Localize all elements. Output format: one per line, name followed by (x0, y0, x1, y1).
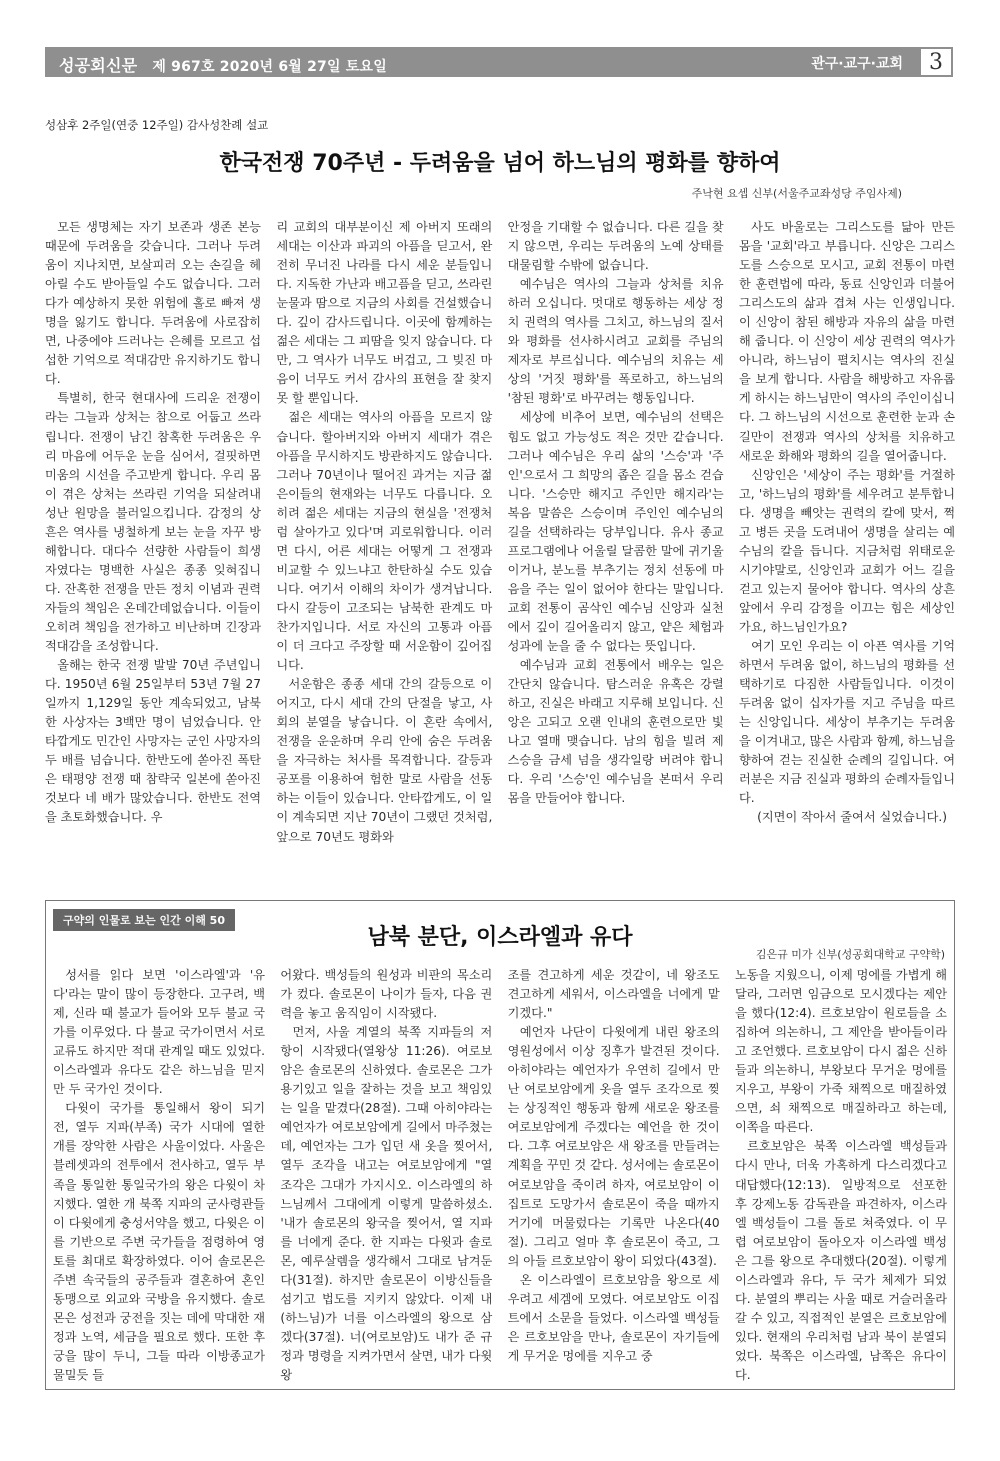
series-tag: 구약의 인물로 보는 인간 이해 50 (53, 909, 235, 931)
column-body-col-1 (53, 966, 265, 1385)
paragraph: 예수님과 교회 전통에서 배우는 일은 간단치 않습니다. 탐스러운 유혹은 강렬하고, 진실은 바래고 지루해 보입니다. 신앙은 고되고 오랜 인내의 훈련으로만 빛나고 열매 맺습니다. 남의 힘을 빌려 제 스승을 금세 넘을 생각일랑 버려야 합니다. 우리 '스승'인 예수님을 본떠서 우리 몸을 만들어야 합니다. (507, 658, 724, 806)
article-column-1 (45, 218, 261, 847)
paragraph: 어왔다. 백성들의 원성과 비판의 목소리가 컸다. 솔로몬이 나이가 들자, 다음 권력을 놓고 움직임이 시작됐다. (280, 968, 493, 1021)
paragraph: 다윗이 국가를 통일해서 왕이 되기 전, 열두 지파(부족) 국가 시대에 열한 개를 장악한 사람은 사울이었다. 사울은 블레셋과의 전투에서 전사하고, 열두 부족을 통일한 통일국가의 왕은 다윗이 차지했다. 열한 개 북쪽 지파의 군사령관들이 다윗에게 충성서약을 했고, 다윗은 이를 기반으로 주변 국가들을 점령하여 영토를 최대로 확장하였다. 이어 솔로몬은 주변 속국들의 공주들과 결혼하여 혼인동맹으로 외교와 국방을 유지했다. 솔로몬은 성전과 궁전을 짓는 데에 막대한 재정과 노역, 세금을 필요로 했다. 또한 후궁을 많이 두니, 그들 따라 이방종교가 물밀듯 들 (53, 1101, 265, 1382)
article-body (45, 218, 955, 847)
page-number: 3 (919, 47, 953, 77)
paragraph: 모든 생명체는 자기 보존과 생존 본능 때문에 두려움을 갖습니다. 그러나 두려움이 지나치면, 보살피러 오는 손길을 헤아릴 수도 받아들일 수도 없습니다. 그러다가 예상하지 못한 위험에 홀로 빠져 생명을 잃기도 합니다. 두려움에 사로잡히면, 나중에야 드러나는 은혜를 모르고 섭섭한 기억으로 적대감만 유지하기도 합니다. (45, 220, 261, 387)
header-left (59, 53, 387, 76)
paragraph: 온 이스라엘이 르호보암을 왕으로 세우려고 세겜에 모였다. 여로보암도 이집트에서 소문을 들었다. 이스라엘 백성들은 르호보암을 만나, 솔로몬이 자기들에게 무거운 멍에를 지우고 중 (507, 1272, 720, 1363)
page-header (45, 47, 953, 77)
paragraph: 사도 바울로는 그리스도를 닮아 만든 몸을 '교회'라고 부릅니다. 신앙은 그리스도를 스승으로 모시고, 교회 전통이 마련한 훈련법에 따라, 동료 신앙인과 더불어 그리스도의 삶과 겹쳐 사는 인생입니다. 이 신앙이 참된 해방과 자유의 삶을 마련해 줍니다. 이 신앙이 세상 권력의 역사가 아니라, 하느님이 펼치시는 역사의 진실을 보게 합니다. 사람을 해방하고 자유롭게 하시는 하느님만이 역사의 주인이십니다. 그 하느님의 시선으로 훈련한 눈과 손길만이 전쟁과 역사의 상처를 치유하고 새로운 화해와 평화의 길을 열어줍니다. (738, 220, 955, 463)
column-title: 남북 분단, 이스라엘과 유다 (367, 925, 633, 950)
paragraph: 조를 견고하게 세운 것같이, 네 왕조도 견고하게 세워서, 이스라엘을 너에게 맡기겠다." (507, 968, 720, 1021)
column-byline: 김은규 미가 신부(성공회대학교 구약학) (755, 948, 945, 961)
paragraph: 신앙인은 '세상이 주는 평화'를 거절하고, '하느님의 평화'를 세우려고 분투합니다. 생명을 빼앗는 권력의 칼에 맞서, 쩍고 병든 곳을 도려내어 생명을 살리는 예수님의 칼을 듭니다. 지금처럼 위태로운 시기야말로, 신앙인과 교회가 어느 길을 걷고 있는지 물어야 합니다. 역사의 상흔 앞에서 우리 감정을 이끄는 힘은 세상인가요, 하느님인가요? (738, 467, 955, 634)
article-column-2 (276, 218, 492, 847)
issue-info: 제 967호 2020년 6월 27일 토요일 (152, 59, 387, 75)
paragraph: 안정을 기대할 수 없습니다. 다른 길을 찾지 않으면, 우리는 두려움의 노예 상태를 대물림할 수밖에 없습니다. (507, 220, 724, 273)
article-title: 한국전쟁 70주년 - 두려움을 넘어 하느님의 평화를 향하여 (219, 151, 781, 176)
article-column-3 (508, 218, 724, 847)
newspaper-name: 성공회신문 (59, 56, 138, 75)
paragraph: 올해는 한국 전쟁 발발 70년 주년입니다. 1950년 6월 25일부터 53년 7월 27일까지 1,129일 동안 계속되었고, 남북한 사상자는 3백만 명이 넘었습니다. 안타깝게도 민간인 사망자는 군인 사망자의 두 배를 넘습니다. 한반도에 쏟아진 폭탄은 태평양 전쟁 때 참략국 일본에 쏟아진 것보다 네 배가 많았습니다. 한반도 전역을 초토화했습니다. 우 (45, 658, 261, 825)
paragraph: 리 교회의 대부분이신 제 아버지 또래의 세대는 이산과 파괴의 아픔을 딛고서, 완전히 무너진 나라를 다시 세운 분들입니다. 지독한 가난과 배고픔을 딛고, 쓰라린 눈물과 땀으로 지금의 사회를 건설했습니다. 깊이 감사드립니다. 이곳에 함께하는 젊은 세대는 그 피땀을 잊지 않습니다. 다만, 그 역사가 너무도 버겁고, 그 빚진 마음이 너무도 커서 감사의 표현을 잘 찾지 못 할 뿐입니다. (276, 220, 493, 406)
editor-note: (지면이 작아서 줄여서 실었습니다.) (757, 810, 947, 825)
section-name: 관구·교구·교회 (811, 56, 903, 72)
column-body-col-2 (280, 966, 492, 1385)
paragraph: 세상에 비추어 보면, 예수님의 선택은 힘도 없고 가능성도 적은 것만 같습니다. 그러나 예수님은 우리 삶의 '스승'과 '주인'으로서 그 희망의 좁은 길을 몸소 걷습니다. '스승만 해지고 주인만 해지라'는 복음 말씀은 스승이며 주인인 예수님의 길을 선택하라는 당부입니다. 유사 종교 프로그램에나 어울릴 달콤한 말에 귀기울이거나, 분노를 부추기는 정치 선동에 마음을 주는 일이 없어야 한다는 말입니다. 교회 전통이 곰삭인 예수님 신앙과 실천에서 깊이 길어올리지 않고, 얕은 체험과 성과에 눈을 줄 수 없다는 뜻입니다. (507, 410, 724, 654)
paragraph: 예언자 나단이 다윗에게 내린 왕조의 영원성에서 이상 징후가 발견된 것이다. 아히야라는 예언자가 우연히 길에서 만난 여로보암에게 옷을 열두 조각으로 찢는 상징적인 행동과 함께 새로운 왕조를 여로보암에게 주겠다는 예언을 한 것이다. 그후 여로보암은 새 왕조를 만들려는 계획을 꾸민 것 같다. 성서에는 솔로몬이 여로보암을 죽이려 하자, 여로보암이 이집트로 도망가서 솔로몬이 죽을 때까지 거기에 머물렀다는 기록만 나온다(40절). 그리고 얼마 후 솔로몬이 죽고, 그의 아들 르호보암이 왕이 되었다(43절). (507, 1025, 720, 1268)
paragraph: 특별히, 한국 현대사에 드리운 전쟁이라는 그늘과 상처는 참으로 어둡고 쓰라립니다. 전쟁이 남긴 참혹한 두려움은 우리 마음에 어두운 눈을 심어서, 걸핏하면 미움의 시선을 주고받게 합니다. 우리 몸이 겪은 상처는 쓰라린 기억을 되살려내 성난 원망을 불러일으킵니다. 감정의 상흔은 역사를 냉철하게 보는 눈을 자꾸 방해합니다. 대다수 선량한 사람들이 희생자였다는 명백한 사실은 종종 잊혀집니다. 잔혹한 전쟁을 만든 정치 이념과 권력자들의 책임은 온데간데없습니다. 이들이 오히려 책임을 전가하고 비난하며 긴장과 적대감을 조성합니다. (45, 391, 261, 654)
paragraph: 르호보암은 북쪽 이스라엘 백성들과 다시 만나, 더욱 가혹하게 다스리겠다고 대답했다(12:13). 일방적으로 선포한 후 강제노동 감독관을 파견하자, 이스라엘 백성들이 그를 돌로 쳐죽였다. 이 무렵 여로보암이 돌아오자 이스라엘 백성은 그를 왕으로 추대했다(20절). 이렇게 이스라엘과 유다, 두 국가 체제가 되었다. 분열의 뿌리는 사울 때로 거슬러올라갈 수 있고, 직접적인 분열은 르호보암에 있다. 현재의 우리처럼 남과 북이 분열되었다. 북쪽은 이스라엘, 남쪽은 유다이다. (734, 1139, 947, 1382)
column-body-col-4 (735, 966, 947, 1385)
paragraph: 여기 모인 우리는 이 아픈 역사를 기억하면서 두려움 없이, 하느님의 평화를 선택하기로 다짐한 사람들입니다. 이것이 두려움 없이 십자가를 지고 주님을 따르는 신앙입니다. 세상이 부추기는 두려움을 이겨내고, 많은 사람과 함께, 하느님을 향하여 걷는 진실한 순례의 길입니다. 여러분은 지금 진실과 평화의 순례자들입니다. (738, 639, 955, 806)
paragraph: 성서를 읽다 보면 '이스라엘'과 '유다'라는 말이 많이 등장한다. 고구려, 백제, 신라 때 불교가 들어와 모두 불교 국가를 이루었다. 다 불교 국가이면서 서로 교류도 하지만 적대 관계일 때도 있었다. 이스라엘과 유다도 같은 하느님을 믿지만 두 국가인 것이다. (53, 968, 265, 1097)
column-body (53, 966, 947, 1385)
paragraph: 서운함은 종종 세대 간의 갈등으로 이어지고, 다시 세대 간의 단절을 낳고, 사회의 분열을 낳습니다. 이 혼란 속에서, 전쟁을 운운하며 우리 안에 숨은 두려움을 자극하는 처사를 목격합니다. 갈등과 공포를 이용하여 험한 말로 사람을 선동하는 이들이 있습니다. 안타깝게도, 이 일이 계속되면 지난 70년이 그랬던 것처럼, 앞으로 70년도 평화와 (276, 677, 493, 844)
paragraph: 먼저, 사울 계열의 북쪽 지파들의 저항이 시작됐다(열왕상 11:26). 여로보암은 솔로몬의 신하였다. 솔로몬은 그가 용기있고 일을 잘하는 것을 보고 책임있는 일을 맡겼다(28절). 그때 아히야라는 예언자가 여로보암에게 길에서 마주쳤는데, 예언자는 그가 입던 새 옷을 찢어서, 열두 조각을 내고는 여로보암에게 "열 조각은 그대가 가지시오. 이스라엘의 하느님께서 그대에게 이렇게 말씀하셨소. '내가 솔로몬의 왕국을 찢어서, 열 지파를 너에게 준다. 한 지파는 다윗과 솔로몬, 예루살렘을 생각해서 그대로 남겨둔다(31절). 하지만 솔로몬이 이방신들을 섬기고 법도를 지키지 않았다. 이제 내(하느님)가 너를 이스라엘의 왕으로 삼겠다(37절). 너(여로보암)도 내가 준 규정과 명령을 지켜가면서 살면, 내가 다윗 왕 (280, 1025, 493, 1382)
paragraph: 젊은 세대는 역사의 아픔을 모르지 않습니다. 할아버지와 아버지 세대가 겪은 아픔을 무시하지도 방관하지도 않습니다. 그러나 70년이나 떨어진 과거는 지금 젊은이들의 현재와는 너무도 다릅니다. 오히려 젊은 세대는 지금의 현실을 '전쟁처럼 살아가고 있다'며 괴로워합니다. 이러면 다시, 어른 세대는 어떻게 그 전쟁과 비교할 수 있느냐고 한탄하실 수도 있습니다. 여기서 이해의 차이가 생겨납니다. 다시 갈등이 고조되는 남북한 관계도 마찬가지입니다. 서로 자신의 고통과 아픔이 더 크다고 주장할 때 서운함이 깊어집니다. (276, 410, 493, 673)
paragraph: 예수님은 역사의 그늘과 상처를 치유하러 오십니다. 멋대로 행동하는 세상 정치 권력의 역사를 그치고, 하느님의 질서와 평화를 선사하시려고 교회를 주님의 제자로 부르십니다. 예수님의 치유는 세상의 '거짓 평화'를 폭로하고, 하느님의 '참된 평화'로 바꾸려는 행동입니다. (507, 277, 724, 406)
paragraph: 노동을 지웠으니, 이제 멍에를 가볍게 해달라, 그러면 임금으로 모시겠다는 제안을 했다(12:4). 르호보암이 원로들을 소집하여 의논하니, 그 제안을 받아들이라고 조언했다. 르호보암이 다시 젊은 신하들과 의논하니, 부왕보다 무거운 멍에를 지우고, 부왕이 가죽 채찍으로 매질하였으면, 쇠 채찍으로 매질하라고 하는데, 이쪽을 따른다. (734, 968, 947, 1135)
article-column-4 (739, 218, 955, 847)
sermon-kicker: 성삼후 2주일(연중 12주일) 감사성찬례 설교 (45, 118, 269, 132)
column-body-col-3 (508, 966, 720, 1385)
article-byline: 주낙현 요셉 신부(서울주교좌성당 주임사제) (691, 187, 902, 200)
